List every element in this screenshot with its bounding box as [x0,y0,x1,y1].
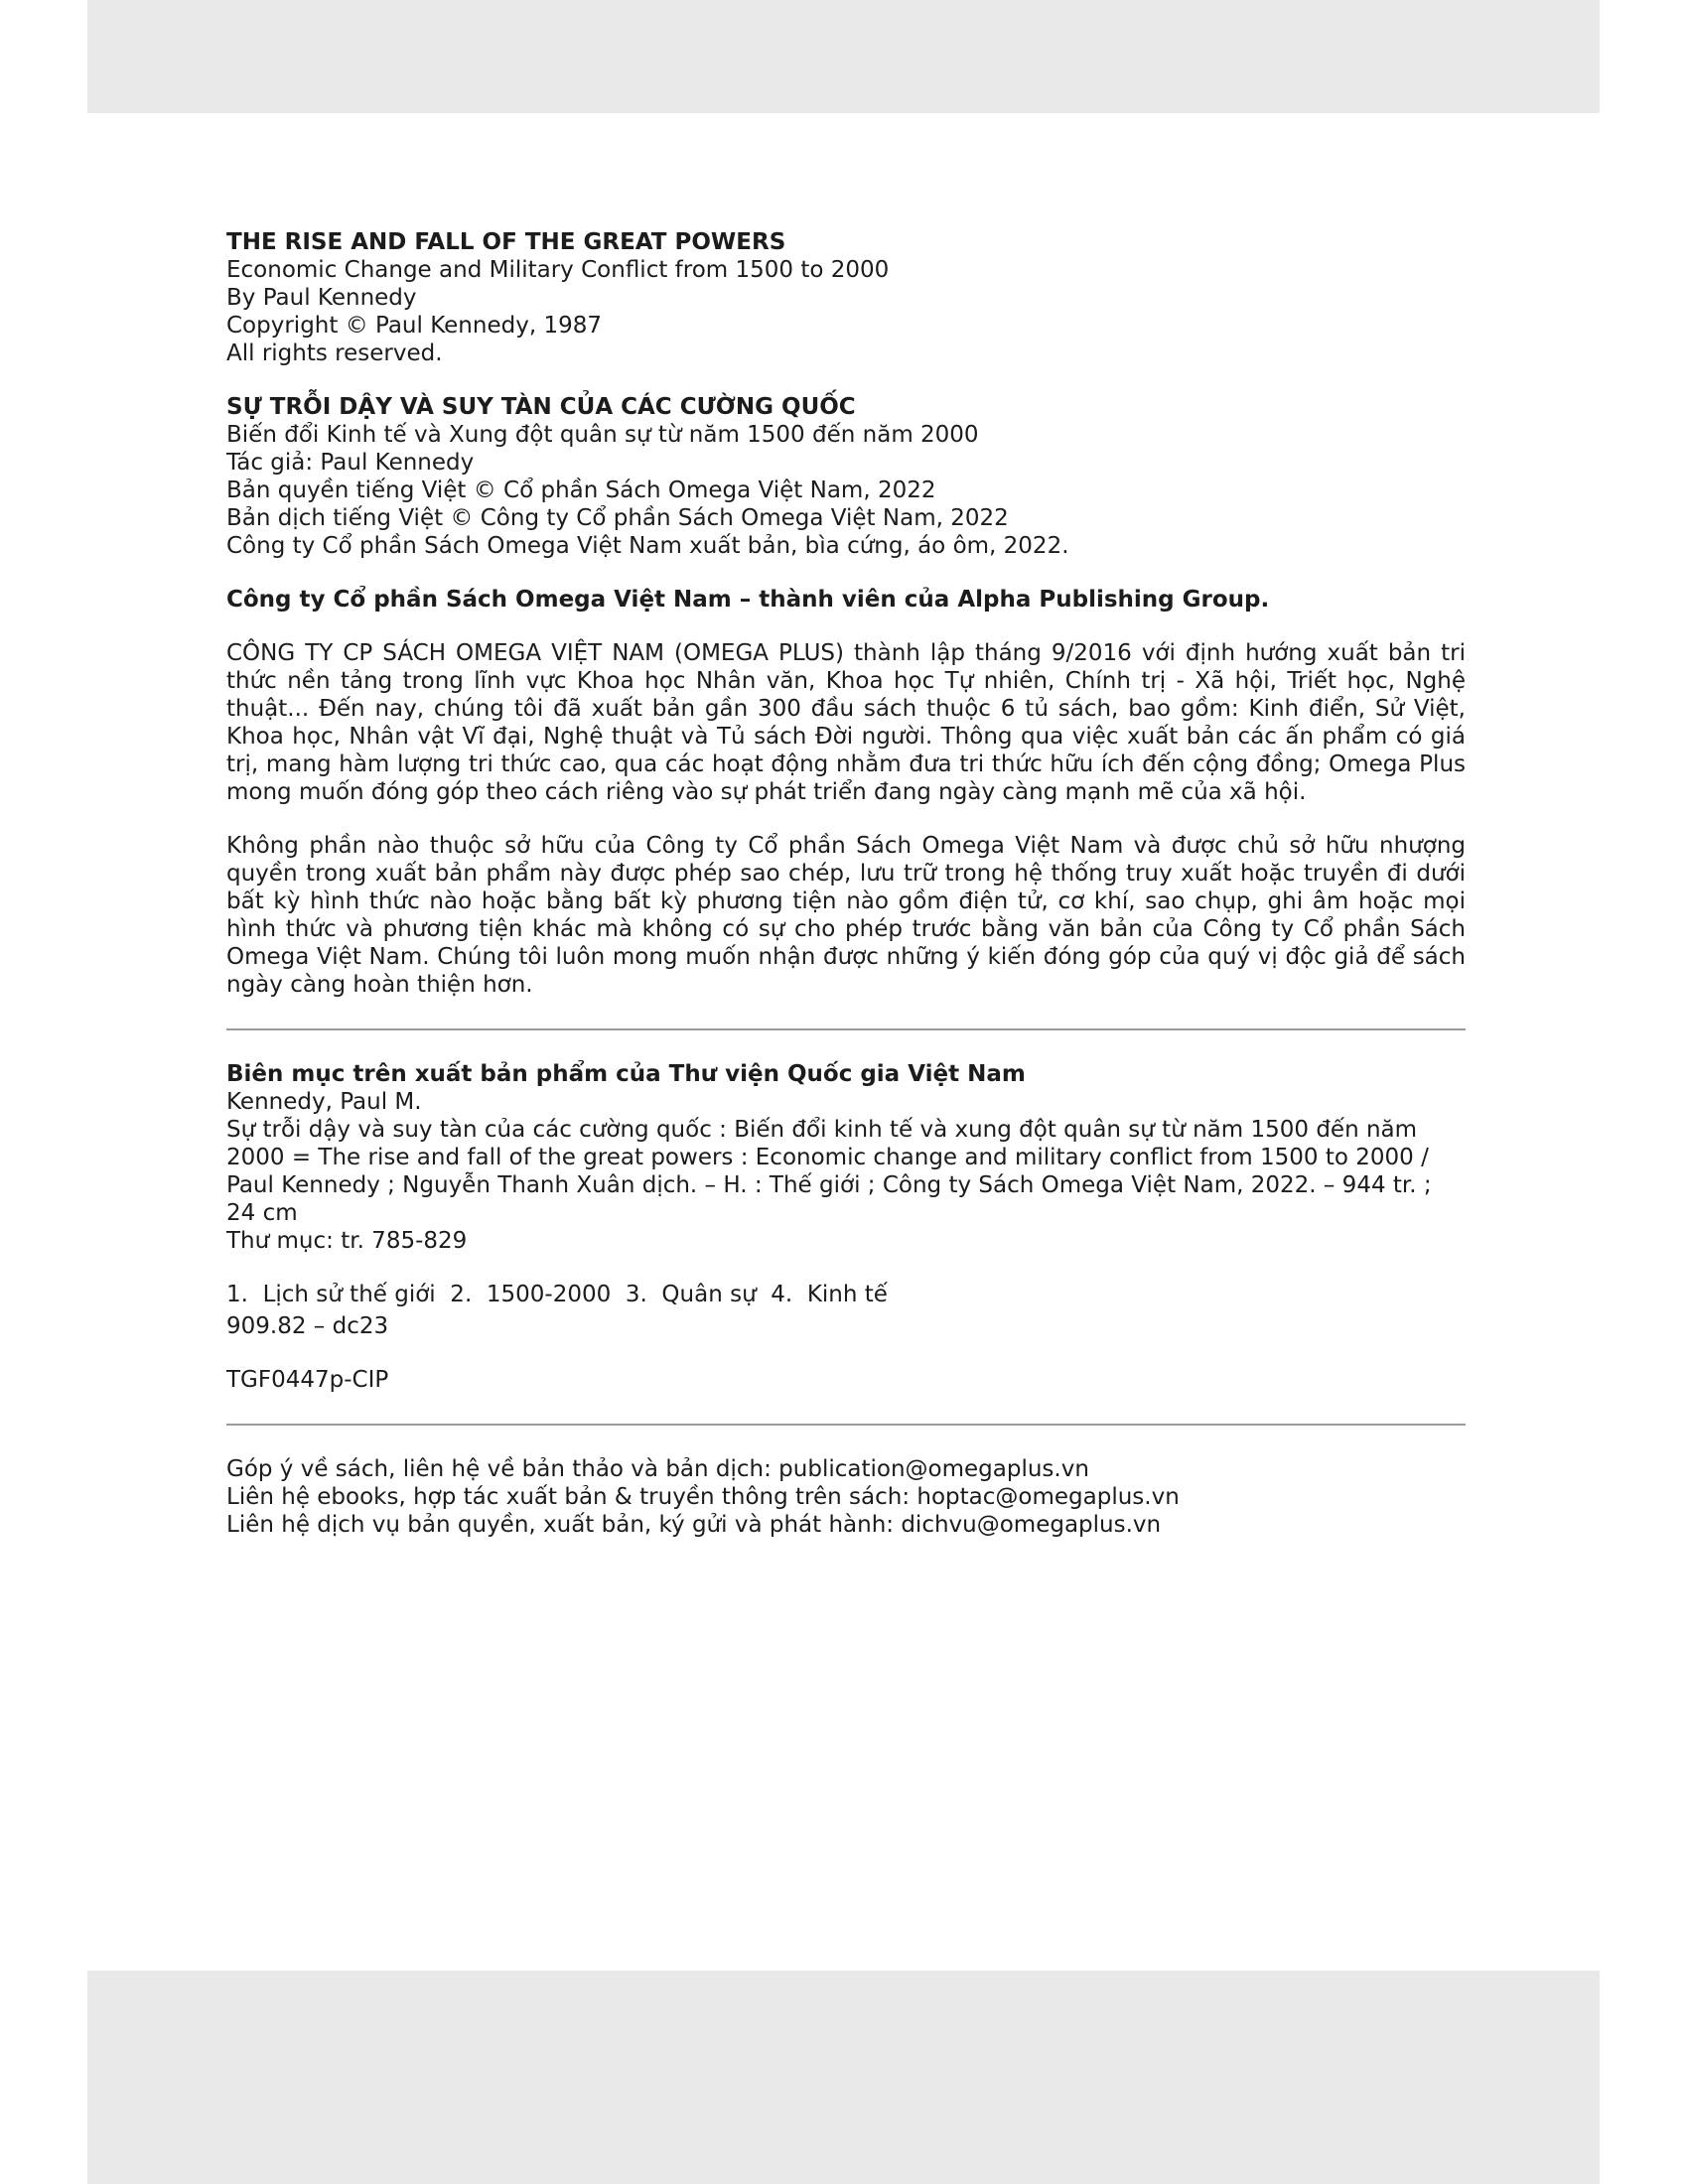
publisher-about-block [226,639,1466,806]
vietnamese-edition-line: Công ty Cổ phần Sách Omega Việt Nam xuất bản, bìa cứng, áo ôm, 2022. [226,533,1069,559]
cip-code: TGF0447p-CIP [226,1367,389,1393]
english-copyright-block [226,228,1466,367]
adjacent-page-edge-bottom [87,1971,1600,2184]
cip-block [226,1060,1466,1255]
copyright-page-content [226,228,1466,1565]
original-copyright: Copyright © Paul Kennedy, 1987 [226,313,602,339]
original-author: By Paul Kennedy [226,285,417,311]
vietnamese-copyright-block [226,393,1466,560]
divider-rule-bottom [226,1424,1466,1426]
divider-rule-top [226,1028,1466,1030]
vietnamese-author: Tác giả: Paul Kennedy [226,450,475,476]
vietnamese-translation-copyright: Bản dịch tiếng Việt © Công ty Cổ phần Sách Omega Việt Nam, 2022 [226,505,1009,531]
original-subtitle: Economic Change and Military Conflict from 1500 to 2000 [226,257,890,283]
contact-ebooks-line: Liên hệ ebooks, hợp tác xuất bản & truyền thông trên sách: hoptac@omegaplus.vn [226,1484,1180,1510]
publisher-membership-block [226,586,1466,614]
cip-description: Sự trỗi dậy và suy tàn của các cường quốc : Biến đổi kinh tế và xung đột quân sự từ năm 1500 đến năm 2000 = The rise and fall of the great powers : Economic change and military conflict from 1500 to 2000 / Paul Kennedy ; Nguyễn Thanh Xuân dịch. – H. : Thế giới ; Công ty Sách Omega Việt Nam, 2022. – 944 tr. ; 24 cm [226,1117,1432,1226]
contact-publication-line: Góp ý về sách, liên hệ về bản thảo và bản dịch: publication@omegaplus.vn [226,1456,1089,1482]
cip-dewey-number: 909.82 – dc23 [226,1313,389,1339]
cip-heading: Biên mục trên xuất bản phẩm của Thư viện Quốc gia Việt Nam [226,1061,1026,1087]
publisher-about-paragraph: CÔNG TY CP SÁCH OMEGA VIỆT NAM (OMEGA PLUS) thành lập tháng 9/2016 với định hướng xuất bản tri thức nền tảng trong lĩnh vực Khoa học Nhân văn, Khoa học Tự nhiên, Chính trị - Xã hội, Triết học, Nghệ thuật... Đến nay, chúng tôi đã xuất bản gần 300 đầu sách thuộc 6 tủ sách, bao gồm: Kinh điển, Sử Việt, Khoa học, Nhân vật Vĩ đại, Nghệ thuật và Tủ sách Đời người. Thông qua việc xuất bản các ấn phẩm có giá trị, mang hàm lượng tri thức cao, qua các hoạt động nhằm đưa tri thức hữu ích đến cộng đồng; Omega Plus mong muốn đóng góp theo cách riêng vào sự phát triển đang ngày càng mạnh mẽ của xã hội. [226,640,1466,805]
vietnamese-subtitle: Biến đổi Kinh tế và Xung đột quân sự từ năm 1500 đến năm 2000 [226,422,979,448]
contact-services-line: Liên hệ dịch vụ bản quyền, xuất bản, ký gửi và phát hành: dichvu@omegaplus.vn [226,1512,1162,1538]
rights-notice-paragraph: Không phần nào thuộc sở hữu của Công ty Cổ phần Sách Omega Việt Nam và được chủ sở hữu nhượng quyền trong xuất bản phẩm này được phép sao chép, lưu trữ trong hệ thống truy xuất hoặc truyền đi dưới bất kỳ hình thức nào hoặc bằng bất kỳ phương tiện nào gồm điện tử, cơ khí, sao chụp, ghi âm hoặc mọi hình thức và phương tiện khác mà không có sự cho phép trước bằng văn bản của Công ty Cổ phần Sách Omega Việt Nam. Chúng tôi luôn mong muốn nhận được những ý kiến đóng góp của quý vị độc giả để sách ngày càng hoàn thiện hơn. [226,833,1466,998]
contact-block [226,1455,1466,1539]
publisher-membership-line: Công ty Cổ phần Sách Omega Việt Nam – thành viên của Alpha Publishing Group. [226,587,1270,613]
rights-reserved-line: All rights reserved. [226,341,443,366]
cip-bibliography: Thư mục: tr. 785-829 [226,1228,468,1254]
rights-notice-block [226,832,1466,999]
cip-classification-block [226,1281,1466,1394]
vietnamese-title: SỰ TRỖI DẬY VÀ SUY TÀN CỦA CÁC CƯỜNG QUỐC [226,394,856,420]
vietnamese-copyright: Bản quyền tiếng Việt © Cổ phần Sách Omega Việt Nam, 2022 [226,478,936,503]
cip-author: Kennedy, Paul M. [226,1089,422,1115]
cip-subjects: 1. Lịch sử thế giới 2. 1500-2000 3. Quân sự 4. Kinh tế [226,1282,888,1307]
original-title: THE RISE AND FALL OF THE GREAT POWERS [226,229,786,255]
adjacent-page-edge-top [87,0,1600,113]
